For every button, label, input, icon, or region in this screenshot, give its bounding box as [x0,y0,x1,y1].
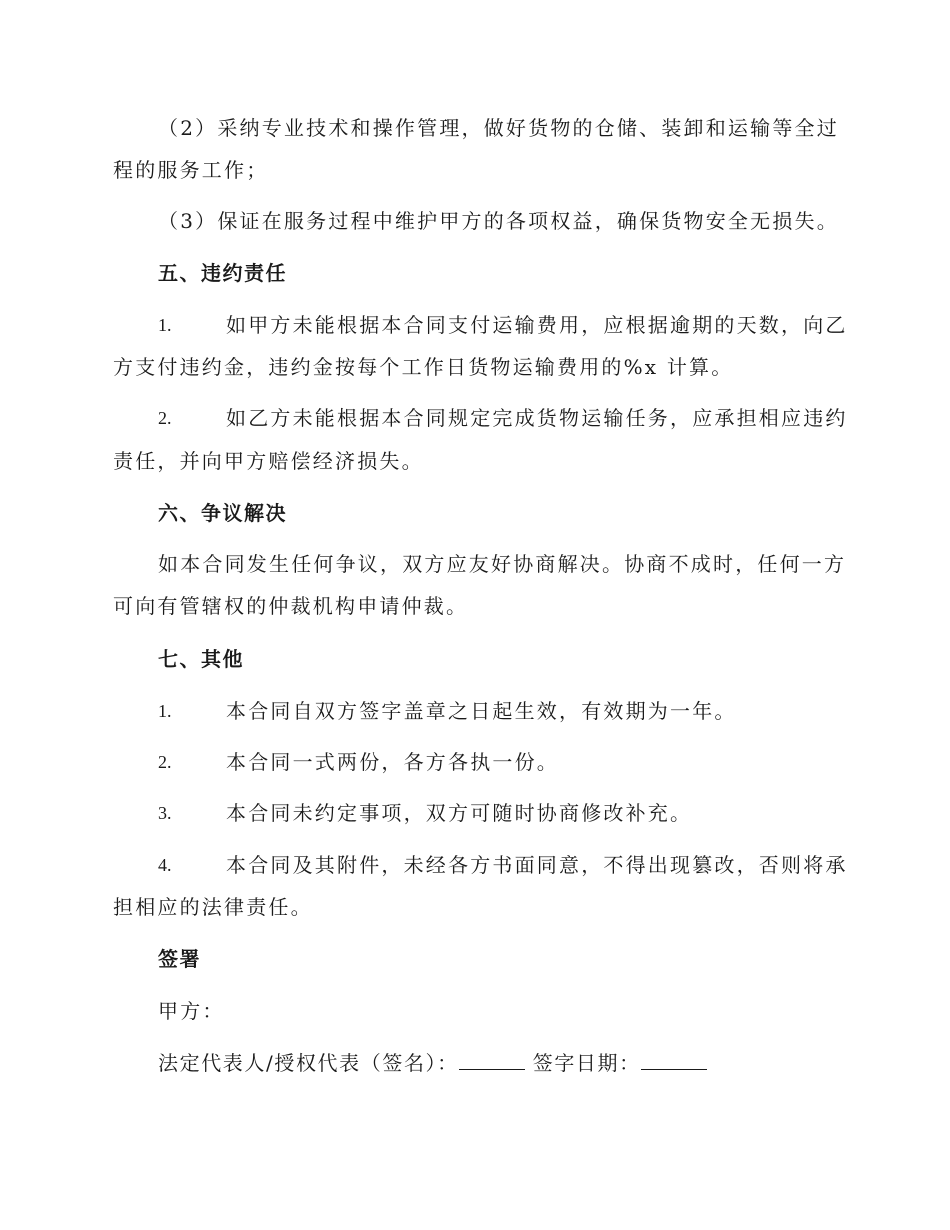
clause-7-2-line1: 本合同一式两份，各方各执一份。 [226,750,559,774]
representative-signature-blank[interactable] [459,1049,525,1070]
section-5-heading: 五、违约责任 [158,261,287,285]
clause-7-1-number: 1. [158,701,172,721]
party-a-label: 甲方： [158,999,225,1023]
clause-5-2-line1: 如乙方未能根据本合同规定完成货物运输任务，应承担相应违约 [226,406,848,430]
representative-label: 法定代表人/授权代表（签名）： [158,1051,459,1075]
sign-date-label: 签字日期： [532,1051,641,1075]
clause-5-2-number: 2. [158,408,172,428]
clause-5-1-number: 1. [158,315,172,335]
clause-5-1-line1: 如甲方未能根据本合同支付运输费用，应根据逾期的天数，向乙 [226,313,848,337]
section-6-line1: 如本合同发生任何争议，双方应友好协商解决。协商不成时，任何一方 [158,552,847,576]
clause-4-2-line2: 程的服务工作； [113,158,269,182]
signature-heading: 签署 [158,947,201,971]
section-6-heading: 六、争议解决 [158,501,287,525]
clause-7-3-line1: 本合同未约定事项，双方可随时协商修改补充。 [226,801,693,825]
clause-4-2-line1: （2）采纳专业技术和操作管理，做好货物的仓储、装卸和运输等全过 [158,116,839,140]
section-6-line2: 可向有管辖权的仲裁机构申请仲裁。 [113,594,469,618]
clause-7-4-line2: 担相应的法律责任。 [113,895,313,919]
clause-5-1-line2: 方支付违约金，违约金按每个工作日货物运输费用的%x 计算。 [113,355,734,379]
signature-row [158,1049,707,1077]
clause-7-4-number: 4. [158,855,172,875]
clause-7-3-number: 3. [158,803,172,823]
clause-7-2-number: 2. [158,752,172,772]
clause-4-3: （3）保证在服务过程中维护甲方的各项权益，确保货物安全无损失。 [158,209,839,233]
clause-7-4-line1: 本合同及其附件，未经各方书面同意，不得出现篡改，否则将承 [226,853,848,877]
clause-7-1-line1: 本合同自双方签字盖章之日起生效，有效期为一年。 [226,699,737,723]
clause-5-2-line2: 责任，并向甲方赔偿经济损失。 [113,449,424,473]
section-7-heading: 七、其他 [158,647,244,671]
sign-date-blank[interactable] [641,1049,707,1070]
